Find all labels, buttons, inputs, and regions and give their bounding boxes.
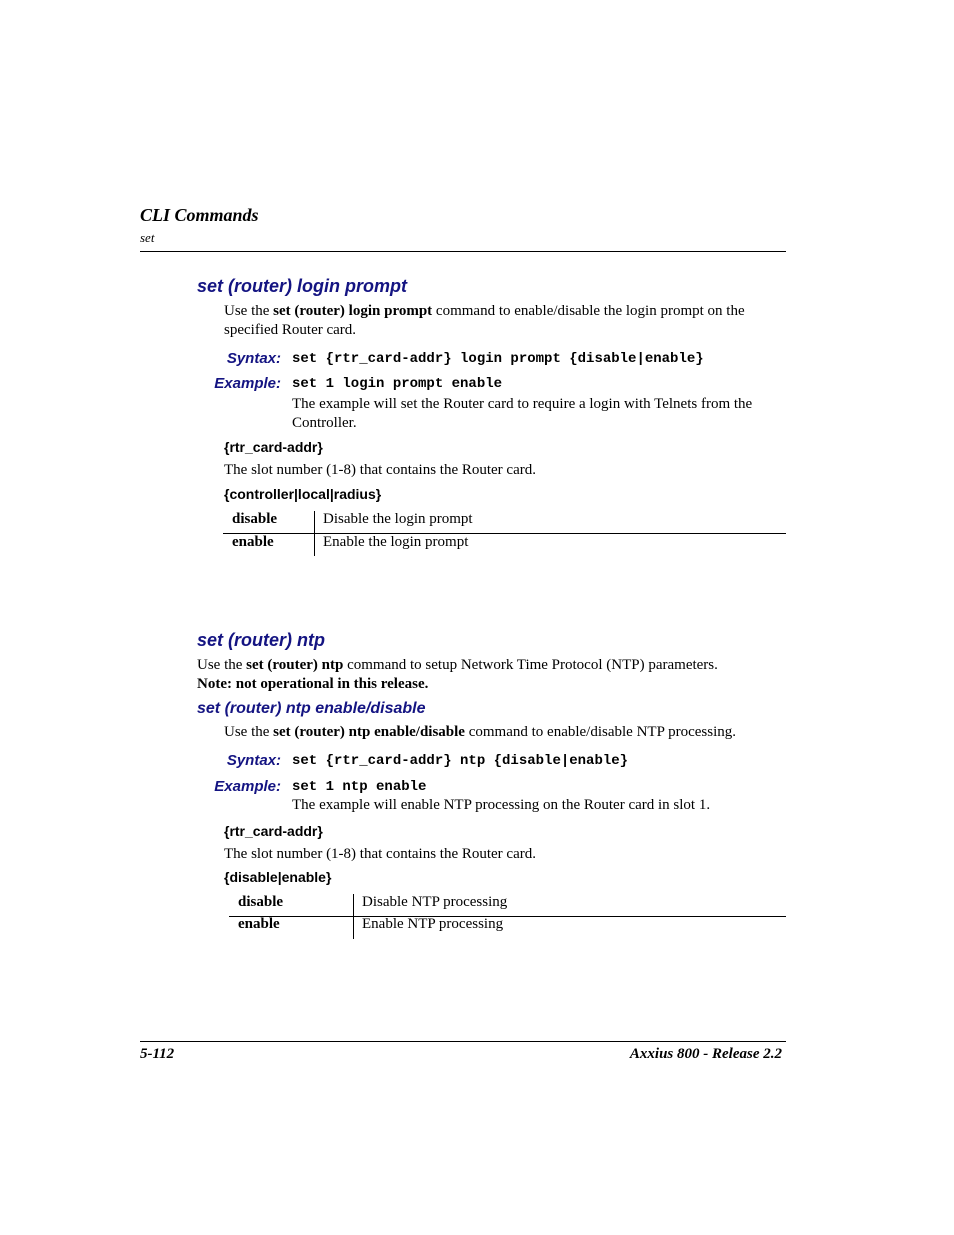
desc-text: Use the <box>224 724 274 740</box>
table-row-divider <box>223 533 786 534</box>
note-text: Note: not operational in this release. <box>197 676 429 692</box>
product-release: Axxius 800 - Release 2.2 <box>629 1046 782 1062</box>
command-name: set (router) ntp <box>246 657 344 673</box>
login-prompt-heading: set (router) login prompt <box>197 276 407 296</box>
table-value: Disable the login prompt <box>323 511 473 527</box>
table-key: disable <box>238 894 284 910</box>
example-description <box>292 395 786 433</box>
page-number: 5-112 <box>140 1046 175 1062</box>
table-value: Disable NTP processing <box>362 894 508 910</box>
footer-rule <box>140 1041 786 1042</box>
param-name: {controller|local|radius} <box>224 486 382 502</box>
table-column-divider <box>314 511 315 556</box>
table-key: enable <box>238 916 280 932</box>
ntp-enable-description <box>224 723 786 742</box>
section-subtitle: set <box>140 230 155 245</box>
desc-text: Use the <box>197 657 247 673</box>
param-name: {disable|enable} <box>224 869 332 885</box>
desc-text: Use the <box>224 303 274 319</box>
example-label: Example: <box>214 375 281 392</box>
example-code: set 1 ntp enable <box>292 779 427 795</box>
table-key: disable <box>232 511 278 527</box>
desc-text: command to enable/disable the login prompt on the <box>432 303 745 319</box>
desc-text: specified Router card. <box>224 322 357 338</box>
example-description: The example will enable NTP processing on the Router card in slot 1. <box>292 797 711 813</box>
param-name: {rtr_card-addr} <box>224 439 323 455</box>
table-key: enable <box>232 534 274 550</box>
param-description: The slot number (1-8) that contains the Router card. <box>224 846 536 862</box>
syntax-code: set {rtr_card-addr} ntp {disable|enable} <box>292 753 629 769</box>
ntp-description <box>197 656 786 694</box>
param-name: {rtr_card-addr} <box>224 823 323 839</box>
table-value: Enable the login prompt <box>323 534 469 550</box>
ntp-enable-heading: set (router) ntp enable/disable <box>197 700 426 717</box>
table-column-divider <box>353 894 354 939</box>
example-code: set 1 login prompt enable <box>292 376 503 392</box>
syntax-label: Syntax: <box>226 350 281 367</box>
syntax-label: Syntax: <box>226 752 281 769</box>
desc-text: command to enable/disable NTP processing. <box>464 724 737 740</box>
table-row-divider <box>229 916 786 917</box>
command-name: set (router) login prompt <box>273 303 433 319</box>
login-prompt-description <box>224 302 786 340</box>
desc-text: The example will set the Router card to require a login with Telnets from the <box>292 396 753 412</box>
desc-text: command to setup Network Time Protocol (NTP) parameters. <box>343 657 718 673</box>
table-value: Enable NTP processing <box>362 916 504 932</box>
syntax-code: set {rtr_card-addr} login prompt {disable|enable} <box>292 351 704 367</box>
options-table <box>223 510 786 556</box>
ntp-heading: set (router) ntp <box>197 630 325 650</box>
chapter-title: CLI Commands <box>140 205 259 225</box>
param-description: The slot number (1-8) that contains the Router card. <box>224 462 536 478</box>
command-name: set (router) ntp enable/disable <box>273 724 465 740</box>
example-label: Example: <box>214 778 281 795</box>
desc-text: Controller. <box>292 415 357 431</box>
header-rule <box>140 251 786 252</box>
